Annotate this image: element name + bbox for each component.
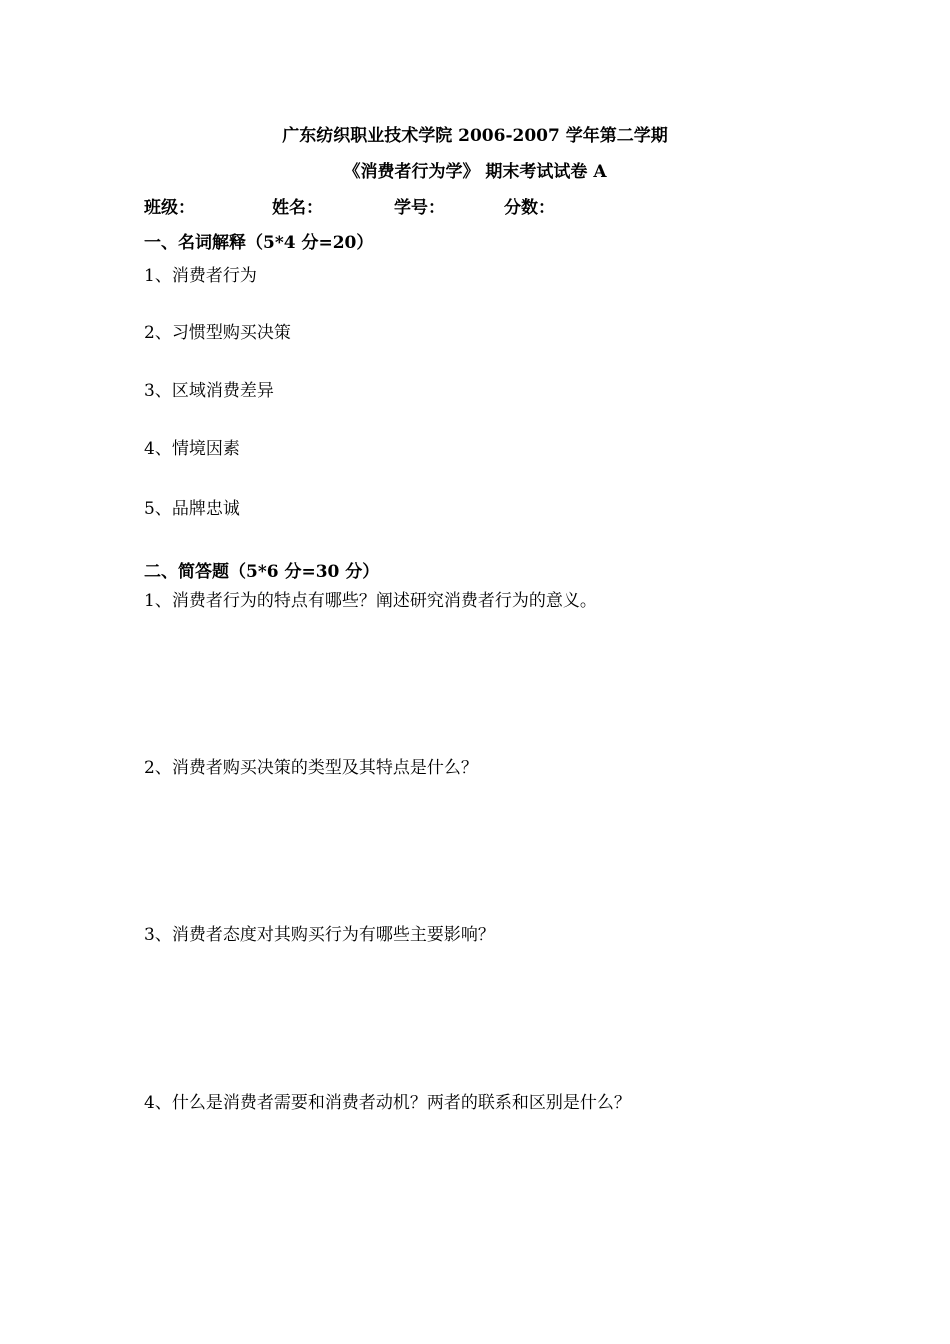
definition-item: 5、品牌忠诚 (144, 499, 240, 519)
definition-item: 1、消费者行为 (144, 266, 257, 286)
section-heading-definitions: 一、名词解释（5*4 分=20） (144, 233, 374, 253)
exam-title: 广东纺织职业技术学院 2006-2007 学年第二学期 (282, 126, 668, 146)
exam-subtitle: 《消费者行为学》 期末考试试卷 A (343, 162, 607, 182)
student-info-row (144, 197, 744, 219)
class-label: 班级： (144, 198, 195, 218)
short-answer-question: 4、什么是消费者需要和消费者动机？两者的联系和区别是什么？ (144, 1093, 631, 1113)
definition-item: 2、习惯型购买决策 (144, 323, 291, 343)
short-answer-question: 3、消费者态度对其购买行为有哪些主要影响？ (144, 925, 495, 945)
short-answer-question: 1、消费者行为的特点有哪些？阐述研究消费者行为的意义。 (144, 591, 597, 611)
name-label: 姓名： (272, 198, 323, 218)
section-heading-short-answer: 二、简答题（5*6 分=30 分） (144, 562, 380, 582)
short-answer-question: 2、消费者购买决策的类型及其特点是什么？ (144, 758, 478, 778)
student-id-label: 学号： (394, 198, 445, 218)
definition-item: 4、情境因素 (144, 439, 240, 459)
score-label: 分数： (504, 198, 555, 218)
definition-item: 3、区域消费差异 (144, 381, 274, 401)
